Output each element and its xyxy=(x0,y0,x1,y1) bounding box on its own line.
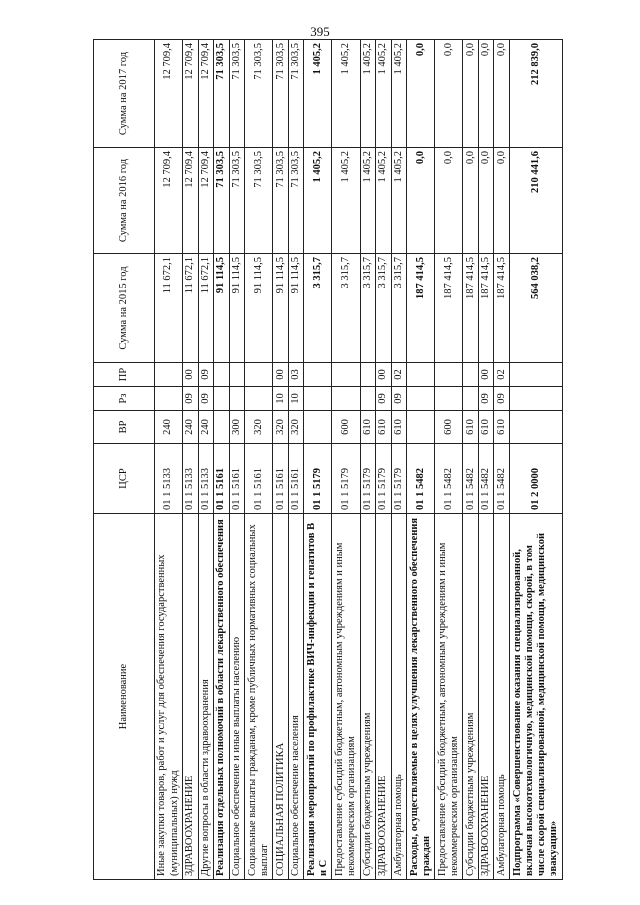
cell-rz: 09 xyxy=(478,387,494,411)
cell-sum-2017: 0,0 xyxy=(494,40,510,148)
cell-name: Амбулаторная помощь xyxy=(494,514,510,880)
cell-name: Реализация мероприятий по профилактике ВИЧ-инфекции и гепатитов В и С xyxy=(304,514,332,880)
cell-sum-2015: 3 315,7 xyxy=(304,254,332,363)
cell-name: Иные закупки товаров, работ и услуг для обеспечения государственных (муниципальных) нужд xyxy=(155,514,183,880)
cell-pr xyxy=(229,363,245,387)
table-row xyxy=(183,40,199,880)
cell-sum-2015: 91 114,5 xyxy=(273,254,289,363)
cell-name: Предоставление субсидий бюджетным, автономным учреждениям и иным некоммерческим организациям xyxy=(332,514,360,880)
cell-name: ЗДРАВООХРАНЕНИЕ xyxy=(376,514,392,880)
cell-vr xyxy=(304,411,332,444)
table-row xyxy=(391,40,407,880)
table-row xyxy=(273,40,289,880)
cell-rz xyxy=(463,387,479,411)
cell-vr: 240 xyxy=(183,411,199,444)
cell-pr xyxy=(407,363,435,387)
table-row xyxy=(376,40,392,880)
table-row xyxy=(198,40,214,880)
cell-pr xyxy=(332,363,360,387)
cell-vr: 610 xyxy=(494,411,510,444)
cell-csr: 01 1 5482 xyxy=(435,444,463,514)
cell-sum-2016: 12 709,4 xyxy=(198,148,214,254)
cell-name: Субсидии бюджетным учреждениям xyxy=(360,514,376,880)
cell-rz xyxy=(435,387,463,411)
cell-vr: 320 xyxy=(273,411,289,444)
cell-vr: 610 xyxy=(463,411,479,444)
cell-pr: 00 xyxy=(376,363,392,387)
cell-pr xyxy=(155,363,183,387)
cell-sum-2015: 11 672,1 xyxy=(198,254,214,363)
cell-sum-2015: 11 672,1 xyxy=(155,254,183,363)
cell-sum-2017: 0,0 xyxy=(435,40,463,148)
budget-table xyxy=(93,39,563,880)
header-name: Наименование xyxy=(94,514,155,880)
cell-sum-2015: 187 414,5 xyxy=(463,254,479,363)
cell-sum-2017: 0,0 xyxy=(478,40,494,148)
cell-sum-2016: 0,0 xyxy=(494,148,510,254)
cell-csr: 01 1 5179 xyxy=(332,444,360,514)
cell-csr: 01 1 5179 xyxy=(304,444,332,514)
cell-sum-2015: 3 315,7 xyxy=(360,254,376,363)
cell-name: Социальные выплаты гражданам, кроме публичных нормативных социальных выплат xyxy=(245,514,273,880)
cell-sum-2016: 0,0 xyxy=(407,148,435,254)
cell-sum-2015: 187 414,5 xyxy=(435,254,463,363)
cell-sum-2017: 1 405,2 xyxy=(391,40,407,148)
cell-sum-2016: 71 303,5 xyxy=(214,148,230,254)
table-row xyxy=(494,40,510,880)
cell-pr xyxy=(463,363,479,387)
cell-sum-2017: 0,0 xyxy=(463,40,479,148)
cell-rz: 09 xyxy=(494,387,510,411)
cell-csr: 01 1 5161 xyxy=(245,444,273,514)
cell-sum-2016: 0,0 xyxy=(478,148,494,254)
page-number: 395 xyxy=(310,24,330,39)
cell-rz xyxy=(229,387,245,411)
cell-csr: 01 1 5133 xyxy=(155,444,183,514)
table-row xyxy=(214,40,230,880)
table-row xyxy=(288,40,304,880)
cell-sum-2015: 91 114,5 xyxy=(245,254,273,363)
cell-sum-2017: 1 405,2 xyxy=(332,40,360,148)
cell-sum-2016: 1 405,2 xyxy=(332,148,360,254)
cell-name: Социальное обеспечение населения xyxy=(288,514,304,880)
cell-vr: 610 xyxy=(478,411,494,444)
cell-pr: 00 xyxy=(478,363,494,387)
cell-pr xyxy=(509,363,562,387)
cell-csr: 01 1 5133 xyxy=(198,444,214,514)
cell-vr: 300 xyxy=(229,411,245,444)
cell-sum-2017: 212 839,0 xyxy=(509,40,562,148)
cell-csr: 01 1 5482 xyxy=(407,444,435,514)
cell-pr xyxy=(435,363,463,387)
cell-sum-2016: 1 405,2 xyxy=(391,148,407,254)
cell-pr xyxy=(304,363,332,387)
cell-sum-2017: 71 303,5 xyxy=(229,40,245,148)
cell-sum-2015: 91 114,5 xyxy=(214,254,230,363)
cell-rz: 09 xyxy=(376,387,392,411)
cell-sum-2015: 3 315,7 xyxy=(391,254,407,363)
header-csr: ЦСР xyxy=(94,444,155,514)
cell-vr xyxy=(214,411,230,444)
cell-pr xyxy=(360,363,376,387)
cell-csr: 01 2 0000 xyxy=(509,444,562,514)
table-row xyxy=(332,40,360,880)
cell-rz: 09 xyxy=(183,387,199,411)
cell-name: Субсидии бюджетным учреждениям xyxy=(463,514,479,880)
header-sum-2017: Сумма на 2017 год xyxy=(94,40,155,148)
cell-csr: 01 1 5161 xyxy=(288,444,304,514)
cell-vr: 240 xyxy=(198,411,214,444)
table-row xyxy=(304,40,332,880)
cell-vr: 600 xyxy=(332,411,360,444)
cell-vr xyxy=(509,411,562,444)
header-rz: Рз xyxy=(94,387,155,411)
cell-sum-2017: 71 303,5 xyxy=(288,40,304,148)
cell-sum-2017: 12 709,4 xyxy=(183,40,199,148)
cell-sum-2017: 1 405,2 xyxy=(304,40,332,148)
cell-name: Амбулаторная помощь xyxy=(391,514,407,880)
cell-vr: 610 xyxy=(360,411,376,444)
cell-sum-2017: 71 303,5 xyxy=(245,40,273,148)
header-pr: ПР xyxy=(94,363,155,387)
cell-csr: 01 1 5161 xyxy=(214,444,230,514)
cell-pr: 02 xyxy=(494,363,510,387)
cell-vr: 600 xyxy=(435,411,463,444)
cell-name: Социальное обеспечение и иные выплаты населению xyxy=(229,514,245,880)
cell-sum-2016: 71 303,5 xyxy=(245,148,273,254)
cell-sum-2015: 564 038,2 xyxy=(509,254,562,363)
cell-sum-2015: 91 114,5 xyxy=(229,254,245,363)
cell-vr: 320 xyxy=(245,411,273,444)
cell-csr: 01 1 5179 xyxy=(391,444,407,514)
cell-sum-2015: 187 414,5 xyxy=(478,254,494,363)
cell-name: ЗДРАВООХРАНЕНИЕ xyxy=(478,514,494,880)
cell-csr: 01 1 5482 xyxy=(478,444,494,514)
cell-csr: 01 1 5482 xyxy=(494,444,510,514)
cell-sum-2016: 0,0 xyxy=(435,148,463,254)
cell-sum-2016: 1 405,2 xyxy=(304,148,332,254)
cell-name: Расходы, осуществляемые в целях улучшения лекарственного обеспечения граждан xyxy=(407,514,435,880)
cell-pr: 00 xyxy=(273,363,289,387)
cell-sum-2017: 12 709,4 xyxy=(198,40,214,148)
header-sum-2016: Сумма на 2016 год xyxy=(94,148,155,254)
cell-pr xyxy=(245,363,273,387)
cell-sum-2017: 0,0 xyxy=(407,40,435,148)
cell-rz: 09 xyxy=(391,387,407,411)
table-row xyxy=(478,40,494,880)
cell-rz xyxy=(245,387,273,411)
cell-sum-2015: 187 414,5 xyxy=(494,254,510,363)
table-row xyxy=(463,40,479,880)
cell-rz xyxy=(407,387,435,411)
cell-vr: 610 xyxy=(376,411,392,444)
cell-sum-2015: 3 315,7 xyxy=(376,254,392,363)
cell-name: Другие вопросы в области здравоохранения xyxy=(198,514,214,880)
cell-rz xyxy=(155,387,183,411)
cell-pr: 02 xyxy=(391,363,407,387)
cell-rz: 10 xyxy=(288,387,304,411)
cell-sum-2017: 71 303,5 xyxy=(273,40,289,148)
cell-sum-2017: 1 405,2 xyxy=(376,40,392,148)
cell-sum-2017: 71 303,5 xyxy=(214,40,230,148)
cell-name: Реализация отдельных полномочий в области лекарственного обеспечения xyxy=(214,514,230,880)
table-body xyxy=(155,40,563,880)
cell-sum-2016: 12 709,4 xyxy=(155,148,183,254)
cell-vr: 610 xyxy=(391,411,407,444)
cell-sum-2016: 71 303,5 xyxy=(288,148,304,254)
cell-pr: 09 xyxy=(198,363,214,387)
cell-csr: 01 1 5161 xyxy=(273,444,289,514)
cell-rz xyxy=(509,387,562,411)
cell-sum-2015: 187 414,5 xyxy=(407,254,435,363)
cell-sum-2016: 1 405,2 xyxy=(376,148,392,254)
table-row xyxy=(360,40,376,880)
cell-sum-2015: 11 672,1 xyxy=(183,254,199,363)
cell-sum-2015: 91 114,5 xyxy=(288,254,304,363)
cell-vr: 320 xyxy=(288,411,304,444)
cell-name: Предоставление субсидий бюджетным, автономным учреждениям и иным некоммерческим организациям xyxy=(435,514,463,880)
cell-csr: 01 1 5133 xyxy=(183,444,199,514)
cell-rz: 09 xyxy=(198,387,214,411)
cell-sum-2016: 1 405,2 xyxy=(360,148,376,254)
cell-csr: 01 1 5179 xyxy=(376,444,392,514)
cell-rz xyxy=(304,387,332,411)
rotated-table-frame xyxy=(93,40,563,880)
table-header-row xyxy=(94,40,155,880)
cell-name: ЗДРАВООХРАНЕНИЕ xyxy=(183,514,199,880)
table-row xyxy=(229,40,245,880)
cell-sum-2016: 210 441,6 xyxy=(509,148,562,254)
cell-sum-2017: 12 709,4 xyxy=(155,40,183,148)
cell-csr: 01 1 5179 xyxy=(360,444,376,514)
cell-pr xyxy=(214,363,230,387)
cell-rz xyxy=(360,387,376,411)
cell-csr: 01 1 5482 xyxy=(463,444,479,514)
header-sum-2015: Сумма на 2015 год xyxy=(94,254,155,363)
cell-pr: 00 xyxy=(183,363,199,387)
table-container xyxy=(93,40,563,880)
cell-sum-2016: 12 709,4 xyxy=(183,148,199,254)
table-row xyxy=(407,40,435,880)
cell-sum-2016: 71 303,5 xyxy=(229,148,245,254)
cell-pr: 03 xyxy=(288,363,304,387)
cell-rz xyxy=(332,387,360,411)
cell-vr: 240 xyxy=(155,411,183,444)
cell-rz: 10 xyxy=(273,387,289,411)
header-vr: ВР xyxy=(94,411,155,444)
table-row xyxy=(435,40,463,880)
cell-sum-2016: 71 303,5 xyxy=(273,148,289,254)
cell-rz xyxy=(214,387,230,411)
cell-sum-2016: 0,0 xyxy=(463,148,479,254)
cell-sum-2015: 3 315,7 xyxy=(332,254,360,363)
table-row xyxy=(155,40,183,880)
cell-vr xyxy=(407,411,435,444)
cell-sum-2017: 1 405,2 xyxy=(360,40,376,148)
table-row xyxy=(245,40,273,880)
table-row xyxy=(509,40,562,880)
cell-csr: 01 1 5161 xyxy=(229,444,245,514)
cell-name: Подпрограмма «Совершенствование оказания специализированной, включая высокотехнологичную, медицинской помощи, скорой, в том числе скорой специализированной, медицинской помощи, медицинской эвакуации» xyxy=(509,514,562,880)
cell-name: СОЦИАЛЬНАЯ ПОЛИТИКА xyxy=(273,514,289,880)
